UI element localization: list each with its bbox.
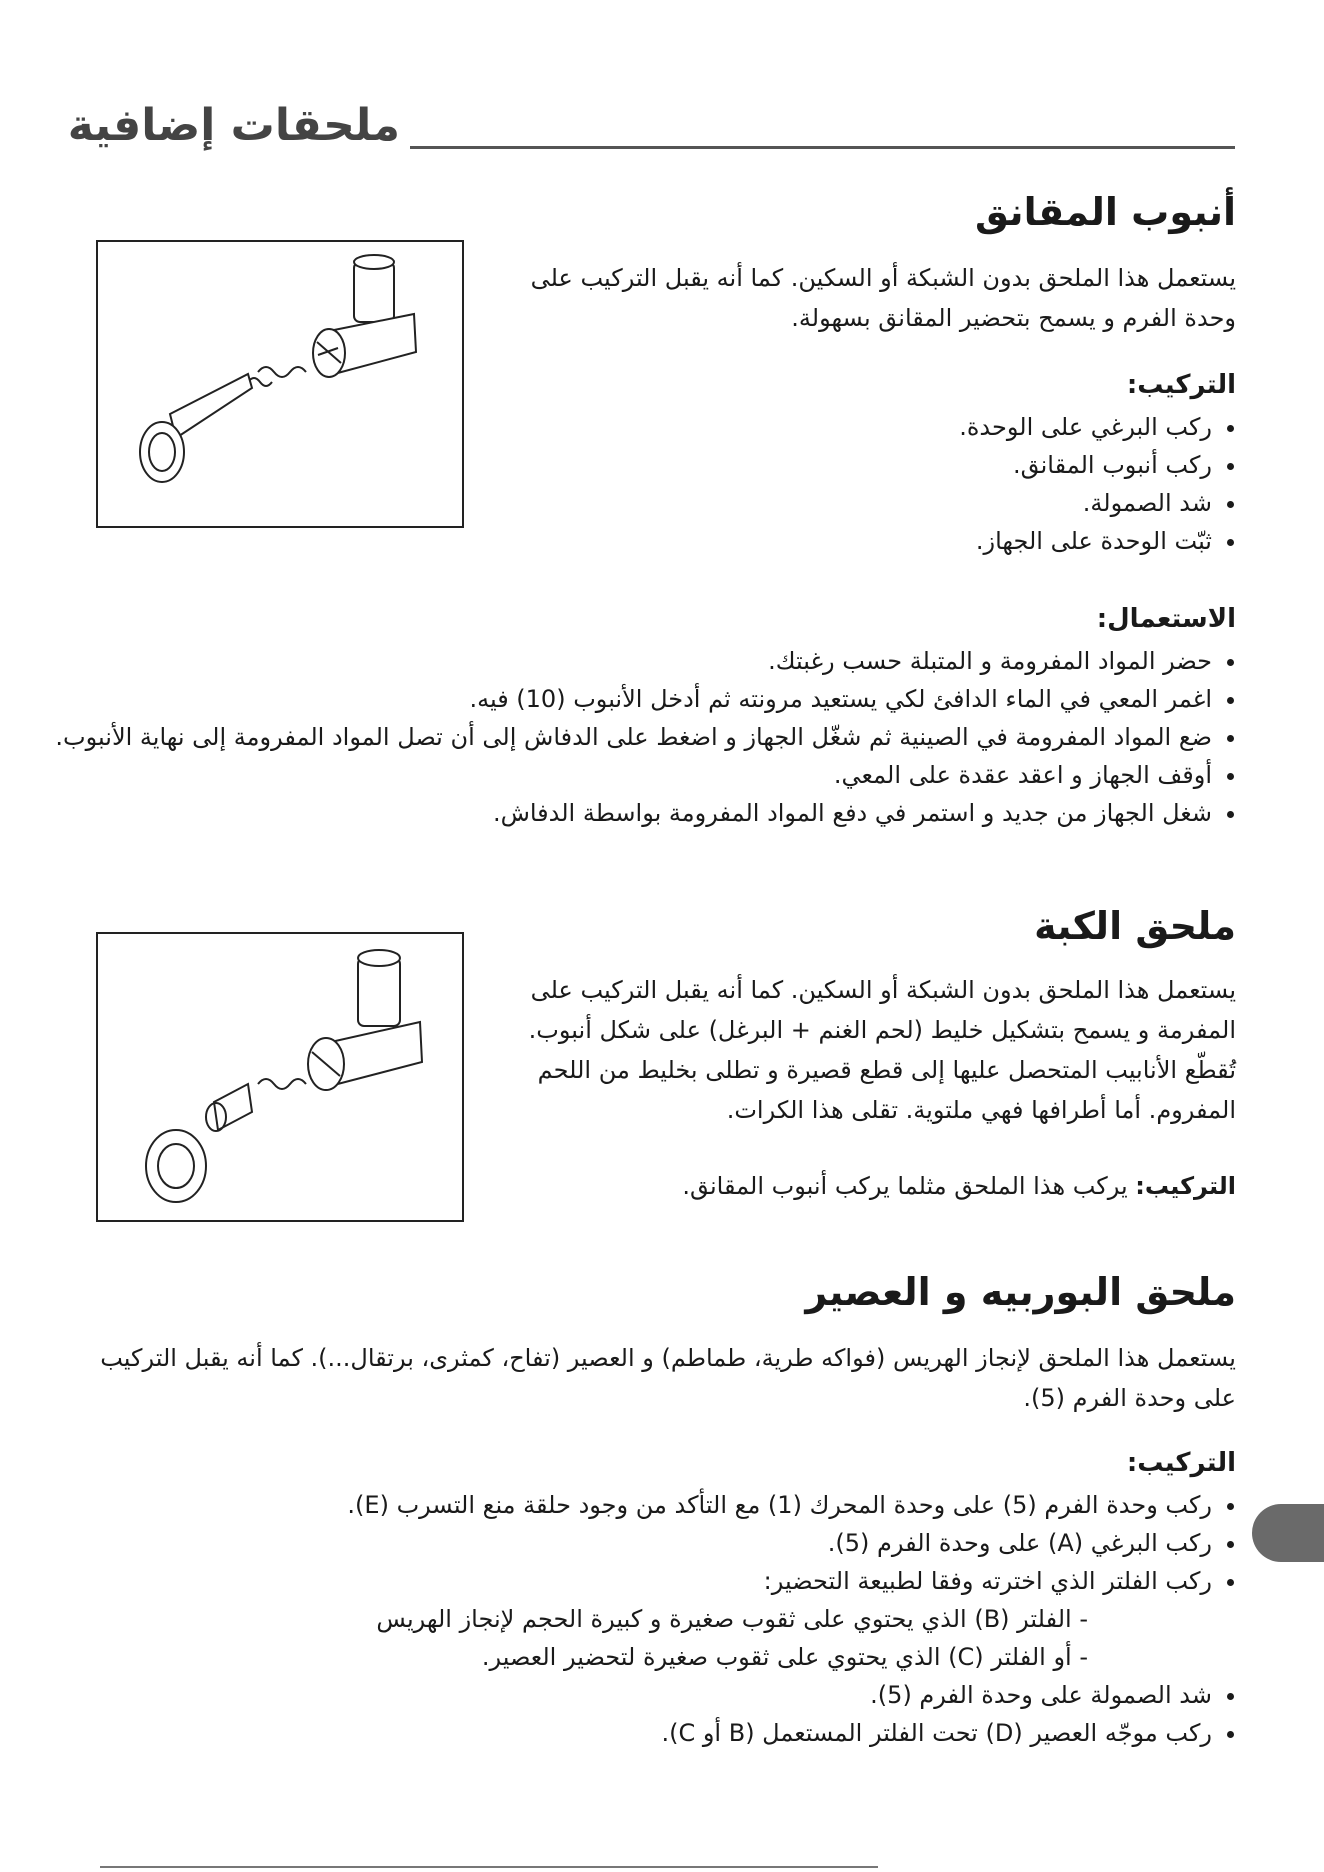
- section-title-kebbe: ملحق الكبة: [1034, 904, 1236, 948]
- puree-intro-line: على وحدة الفرم (5).: [1023, 1384, 1236, 1412]
- list-item: ركب البرغي على الوحدة.: [959, 408, 1236, 446]
- sausage-tube-drawing: [98, 242, 462, 526]
- kebbe-drawing: [98, 934, 462, 1220]
- kebbe-intro-line: المفرمة و يسمح بتشكيل خليط (لحم الغنم + البرغل) على شكل أنبوب.: [528, 1016, 1236, 1044]
- filter-options-list: [376, 1600, 1088, 1676]
- list-item: - أو الفلتر (C) الذي يحتوي على ثقوب صغيرة لتحضير العصير.: [481, 1643, 1088, 1671]
- sausage-intro: [476, 258, 1236, 338]
- list-item: ركب أنبوب المقانق.: [959, 446, 1236, 484]
- kebbe-assembly-text: يركب هذا الملحق مثلما يركب أنبوب المقانق.: [682, 1172, 1136, 1200]
- list-item: ركب الفلتر الذي اخترته وفقا لطبيعة التحضير:: [347, 1562, 1236, 1600]
- sausage-tube-illustration: [96, 240, 464, 528]
- list-item: اغمر المعي في الماء الدافئ لكي يستعيد مرونته ثم أدخل الأنبوب (10) فيه.: [55, 680, 1236, 718]
- sausage-assembly-list: [959, 408, 1236, 560]
- sausage-usage-heading: الاستعمال:: [1096, 604, 1236, 634]
- section-title-sausage: أنبوب المقانق: [975, 190, 1236, 234]
- kebbe-assembly: [682, 1166, 1236, 1206]
- puree-intro: [86, 1338, 1236, 1418]
- puree-assembly-heading: التركيب:: [1126, 1448, 1236, 1478]
- list-item: حضر المواد المفرومة و المتبلة حسب رغبتك.: [55, 642, 1236, 680]
- puree-intro-line: يستعمل هذا الملحق لإنجاز الهريس (فواكه طرية، طماطم) و العصير (تفاح، كمثرى، برتقال...). كما أنه يقبل التركيب: [100, 1344, 1236, 1372]
- section-title-puree-juice: ملحق البوربيه و العصير: [805, 1270, 1236, 1314]
- list-item: ركب وحدة الفرم (5) على وحدة المحرك (1) مع التأكد من وجود حلقة منع التسرب (E).: [347, 1486, 1236, 1524]
- kebbe-intro-line: يستعمل هذا الملحق بدون الشبكة أو السكين. كما أنه يقبل التركيب على: [530, 976, 1236, 1004]
- header-rule: [410, 146, 1235, 149]
- footer-rule: [100, 1866, 878, 1868]
- kebbe-illustration: [96, 932, 464, 1222]
- kebbe-intro-line: تُقطّع الأنابيب المتحصل عليها إلى قطع قصيرة و تطلى بخليط من اللحم: [537, 1056, 1236, 1084]
- sausage-usage-list: [55, 642, 1236, 832]
- list-item: أوقف الجهاز و اعقد عقدة على المعي.: [55, 756, 1236, 794]
- list-item: - الفلتر (B) الذي يحتوي على ثقوب صغيرة و كبيرة الحجم لإنجاز الهريس: [376, 1605, 1088, 1633]
- sausage-intro-line: وحدة الفرم و يسمح بتحضير المقانق بسهولة.: [791, 304, 1236, 332]
- list-item: شد الصمولة على وحدة الفرم (5).: [661, 1676, 1236, 1714]
- sausage-intro-line: يستعمل هذا الملحق بدون الشبكة أو السكين. كما أنه يقبل التركيب على: [530, 264, 1236, 292]
- kebbe-assembly-label: التركيب:: [1135, 1172, 1236, 1200]
- list-item: ركب موجّه العصير (D) تحت الفلتر المستعمل (B أو C).: [661, 1714, 1236, 1752]
- page-title: ملحقات إضافية: [67, 100, 400, 151]
- list-item: شغل الجهاز من جديد و استمر في دفع المواد المفرومة بواسطة الدفاش.: [55, 794, 1236, 832]
- kebbe-intro: [476, 970, 1236, 1130]
- list-item: ضع المواد المفرومة في الصينية ثم شغّل الجهاز و اضغط على الدفاش إلى أن تصل المواد المفرومة إلى نهاية الأنبوب.: [55, 718, 1236, 756]
- sausage-assembly-heading: التركيب:: [1126, 370, 1236, 400]
- side-tab-marker: [1252, 1504, 1324, 1562]
- kebbe-intro-line: المفروم. أما أطرافها فهي ملتوية. تقلى هذا الكرات.: [726, 1096, 1236, 1124]
- puree-assembly-list-2: [661, 1676, 1236, 1752]
- puree-assembly-list: [347, 1486, 1236, 1600]
- list-item: شد الصمولة.: [959, 484, 1236, 522]
- list-item: ثبّت الوحدة على الجهاز.: [959, 522, 1236, 560]
- list-item: ركب البرغي (A) على وحدة الفرم (5).: [347, 1524, 1236, 1562]
